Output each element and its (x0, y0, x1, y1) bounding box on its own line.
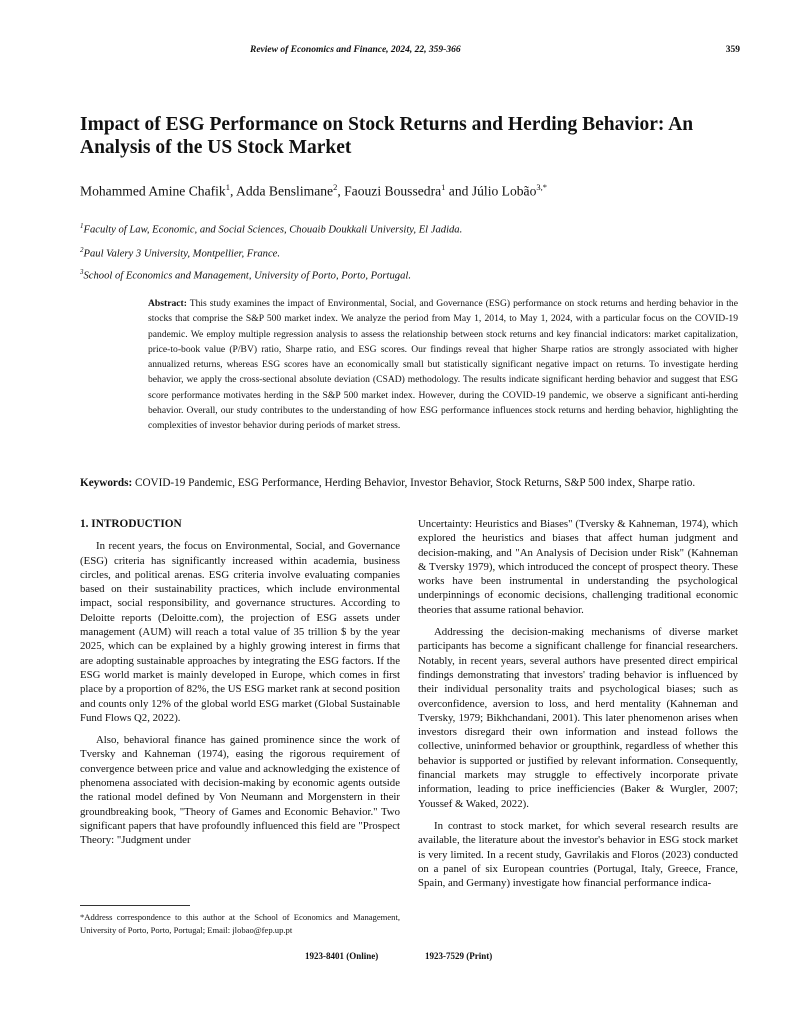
author-affil-mark: 1 (441, 182, 446, 192)
affiliation-mark: 1 (80, 222, 84, 230)
running-header (80, 45, 740, 59)
right-column (418, 517, 738, 898)
issn-print: 1923-7529 (Print) (425, 951, 493, 961)
body-paragraph: In contrast to stock market, for which several research results are available, the literature about the investor's behavior in ESG stock market is very limited. In a recent study, Gavrilakis and Floros (2023) conducted on a panel of six European countries (Portugal, Italy, Greece, France, Spain, and Germany) investigate how financial performance indica- (418, 819, 738, 890)
author-affil-mark: 2 (333, 182, 338, 192)
author-separator: , (337, 183, 345, 199)
affiliation-3 (80, 268, 740, 282)
author-separator: and (445, 183, 472, 199)
abstract (148, 296, 738, 434)
correspondence-footnote: *Address correspondence to this author at the School of Economics and Management, University of Porto, Porto, Portugal; Email: jlobao@fep.up.pt (80, 912, 400, 935)
left-column (80, 517, 400, 856)
affiliation-text: School of Economics and Management, University of Porto, Porto, Portugal. (83, 270, 411, 282)
author-affil-mark: 3,* (536, 182, 548, 192)
author-separator: , (229, 183, 237, 199)
keywords-text: COVID-19 Pandemic, ESG Performance, Herding Behavior, Investor Behavior, Stock Returns, S&P 500 index, Sharpe ratio. (135, 477, 696, 489)
page-number: 359 (725, 45, 740, 55)
affiliation-2 (80, 246, 740, 260)
section-heading: 1. INTRODUCTION (80, 518, 182, 530)
keywords (80, 475, 740, 491)
footnote-rule (80, 905, 190, 906)
body-paragraph: In recent years, the focus on Environmental, Social, and Governance (ESG) criteria has significantly increased within academia, business circles, and political arenas. ESG criteria involve evaluating companies based on their sustainability practices, which include environmental impact, social responsibility, and governance structures. According to Deloitte reports (Deloitte.com), the projection of ESG assets under management (AUM) will reach a total value of 35 trillion $ by the year 2025, which can be explained by a highly growing interest in firms that are adopting sustainable approaches by integrating the ESG factors. If the ESG world market is mainly developed in Europe, which comes in first place by a proportion of 82%, the US ESG market rank at second position and counts only 12% of the global world ESG market (Global Sustainable Fund Flows Q2, 2022). (80, 540, 400, 724)
keywords-label: Keywords: (80, 477, 133, 489)
abstract-text: This study examines the impact of Environmental, Social, and Governance (ESG) performance on stock returns and herding behavior in the stocks that comprise the S&P 500 market index. We analyze the period from May 1, 2014, to May 1, 2024, with a particular focus on the COVID-19 pandemic. We employ multiple regression analysis to assess the relationship between stock returns and key financial indicators: market capitalization, price-to-book value (P/BV) ratio, Sharpe ratio, and ESG scores. Our findings reveal that higher Sharpe ratios are strongly associated with higher annualized returns, whereas ESG scores have an economically small but statistically significant negative impact on returns. To investigate herding behavior, we apply the cross-sectional absolute deviation (CSAD) methodology. The results indicate significant herding behavior and suggest that ESG score performance motivates herding in the S&P 500 market index. However, during the COVID-19 pandemic, we observe a significant anti-herding behavior. Overall, our study contributes to the understanding of how ESG performance influences stock returns and herding behavior, highlighting the complexities of investor behavior during periods of market stress. (148, 298, 738, 432)
author-list (80, 182, 740, 200)
body-paragraph: Uncertainty: Heuristics and Biases" (Tversky & Kahneman, 1974), which explored the heuristics and biases that affect human judgment and decision-making, and "An Analysis of Decision under Risk" (Kahneman & Tversky 1979), which introduced the concept of prospect theory. These works have been instrumental in understanding the psychological underpinnings of economic decisions, challenging traditional economic theories that assume rational behavior. (418, 518, 738, 616)
journal-citation: Review of Economics and Finance, 2024, 22, 359-366 (250, 45, 461, 55)
body-paragraph: Also, behavioral finance has gained prominence since the work of Tversky and Kahneman (1974), easing the rigorous requirement of convergence between price and value and acknowledging the existence of phenomena associated with decision-making by economic agents outside the rational model defined by Von Neumann and Morgenstern in their groundbreaking book, "Theory of Games and Economic Behavior." Two significant papers that have profoundly influenced this field are "Prospect Theory: "Judgment under (80, 734, 400, 847)
body-paragraph: Addressing the decision-making mechanisms of diverse market participants has become a significant challenge for financial researchers. Notably, in recent years, several authors have presented direct empirical findings demonstrating that investors' trading behavior is influenced by their individual personality traits and psychological biases; such as overconfidence, aversion to loss, and herd mentality (Kahneman and Tversky, 1979; Bikhchandani, 2001). This later phenomenon arises when investors disregard their own information and instead follows the collective, uninformed behavior or groupthink, regardless of whether this behavior is supported or justified by relevant information. Consequently, financial markets may struggle to effectively incorporate private information, leading to price inefficiencies (Baker & Wurgler, 2007; Youssef & Waked, 2022). (418, 626, 738, 810)
paper-title: Impact of ESG Performance on Stock Returns and Herding Behavior: An Analysis of the US Stock Market (80, 114, 694, 158)
affiliation-text: Paul Valery 3 University, Montpellier, France. (83, 248, 281, 260)
author-name: Júlio Lobão (471, 183, 537, 199)
abstract-label: Abstract: (148, 298, 187, 309)
affiliation-text: Faculty of Law, Economic, and Social Sciences, Chouaib Doukkali University, El Jadida. (83, 224, 463, 236)
affiliation-1 (80, 222, 740, 236)
issn-online: 1923-8401 (Online) (305, 951, 379, 961)
author-affil-mark: 1 (225, 182, 230, 192)
author-name: Faouzi Boussedra (344, 183, 442, 199)
author-name: Mohammed Amine Chafik (80, 183, 226, 199)
author-name: Adda Benslimane (236, 183, 334, 199)
affiliation-mark: 2 (80, 246, 84, 254)
affiliation-mark: 3 (80, 268, 84, 276)
